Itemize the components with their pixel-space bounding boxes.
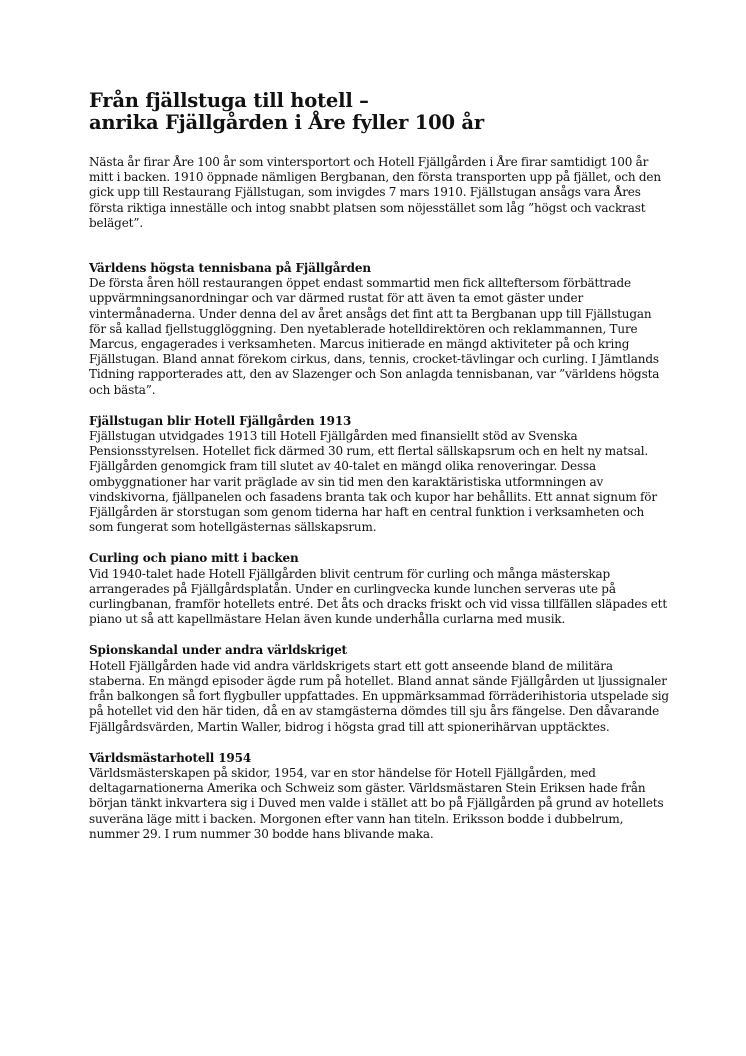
section-heading: Spionskandal under andra världskriget xyxy=(89,643,347,658)
section-heading: Fjällstugan blir Hotell Fjällgården 1913 xyxy=(89,413,352,428)
section-tennis xyxy=(89,261,669,398)
section-heading: Curling och piano mitt i backen xyxy=(89,551,299,566)
section-hotel-1913 xyxy=(89,414,669,536)
intro-paragraph: Nästa år firar Åre 100 år som vintersportort och Hotell Fjällgården i Åre firar samtidigt 100 år mitt i backen. 1910 öppnade nämligen Bergbanan, den första transporten upp på fjället, och den gick upp till Restaurang Fjällstugan, som invigdes 7 mars 1910. Fjällstugan ansågs vara Åres första riktiga inneställe och intog snabbt platsen som nöjesstället som låg ”högst och vackrast beläget”. xyxy=(89,155,661,230)
section-body: Vid 1940-talet hade Hotell Fjällgården blivit centrum för curling och många mästerskap arrangerades på Fjällgårdsplatån. Under en curlingvecka kunde lunchen serveras ute på curlingbanan, framför hotellets entré. Det åts och dracks friskt och vid vissa tillfällen släpades ett piano ut så att kapellmästare Helan även kunde underhålla curlarna med musik. xyxy=(89,566,668,627)
section-body: Fjällstugan utvidgades 1913 till Hotell Fjällgården med finansiellt stöd av Svenska Pensionsstyrelsen. Hotellet fick därmed 30 rum, ett flertal sällskapsrum och en helt ny matsal. Fjällgården genomgick fram till slutet av 40-talet en mängd olika renoveringar. Dessa ombyggnationer har varit präglade av sin tid men den karaktäristiska utformningen av vindskivorna, fjällpanelen och fasadens branta tak och kupor har behållits. Ett annat signum för Fjällgården är storstugan som genom tiderna har haft en central funktion i verksamheten och som fungerat som hotellgästernas sällskapsrum. xyxy=(89,429,657,535)
section-curling xyxy=(89,551,669,627)
section-heading: Världens högsta tennisbana på Fjällgården xyxy=(89,261,371,276)
section-world-championship xyxy=(89,751,669,842)
section-body: Världsmästerskapen på skidor, 1954, var en stor händelse för Hotell Fjällgården, med deltagarnationerna Amerika och Schweiz som gäster. Världsmästaren Stein Eriksen hade från början tänkt inkvartera sig i Duved men valde i stället att bo på Fjällgården på grund av hotellets suveräna läge mitt i backen. Morgonen efter vann han titeln. Eriksson bodde i dubbelrum, nummer 29. I rum nummer 30 bodde hans blivande maka. xyxy=(89,765,664,841)
document-title xyxy=(89,90,669,134)
title-line-1: Från fjällstuga till hotell – xyxy=(89,89,369,112)
section-body: Hotell Fjällgården hade vid andra världskrigets start ett gott anseende bland de militära staberna. En mängd episoder ägde rum på hotellet. Bland annat sände Fjällgården ut ljussignaler från balkongen så fort flygbuller uppfattades. En uppmärksammad förräderihistoria utspelade sig på hotellet vid den här tiden, då en av stamgästerna dömdes till sju års fängelse. Den dåvarande Fjällgårdsvärden, Martin Waller, bidrog i högsta grad till att spionerihärvan upptäcktes. xyxy=(89,658,669,734)
section-spy-scandal xyxy=(89,643,669,734)
document-page xyxy=(89,90,669,842)
section-body: De första åren höll restaurangen öppet endast sommartid men fick allteftersom förbättrade uppvärmningsanordningar och var därmed rustat för att även ta emot gäster under vintermånaderna. Under denna del av året ansågs det fint att ta Bergbanan upp till Fjällstugan för så kallad fjellstugglöggning. Den nyetablerade hotelldirektören och reklammannen, Ture Marcus, engagerades i verksamheten. Marcus initierade en mängd aktiviteter på och kring Fjällstugan. Bland annat förekom cirkus, dans, tennis, crocket-tävlingar och curling. I Jämtlands Tidning rapporterades att, den av Slazenger och Son anlagda tennisbanan, var ”världens högsta och bästa”. xyxy=(89,276,660,397)
title-line-2: anrika Fjällgården i Åre fyller 100 år xyxy=(89,111,484,134)
section-heading: Världsmästarhotell 1954 xyxy=(89,750,252,765)
